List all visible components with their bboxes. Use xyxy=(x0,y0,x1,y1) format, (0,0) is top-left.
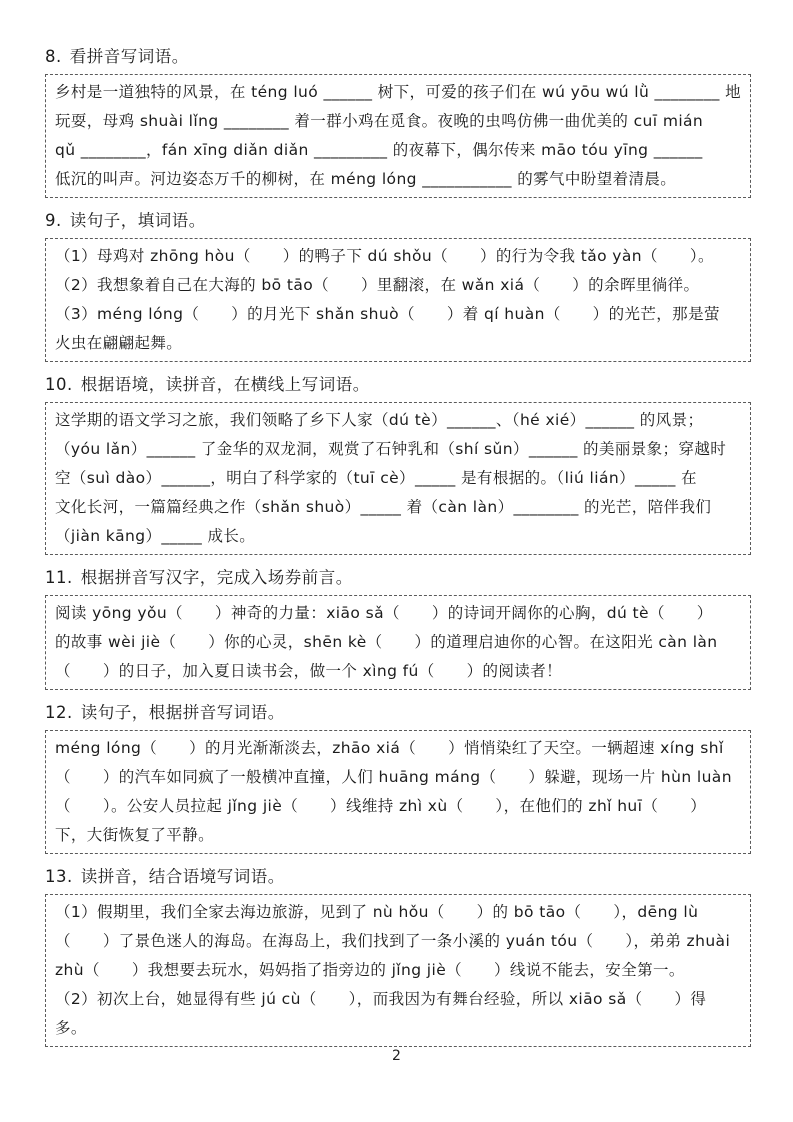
question-11-header xyxy=(45,567,751,589)
question-13-box xyxy=(45,894,751,1047)
question-11-number: 11. xyxy=(45,568,73,587)
question-12-line-2: （ ）的汽车如同疯了一般横冲直撞，人们 huāng máng（ ）躲避，现场一片 hùn luàn xyxy=(55,768,732,786)
question-13-line-4: （2）初次上台，她显得有些 jú cù（ ），而我因为有舞台经验，所以 xiāo sǎ（ ）得 xyxy=(55,990,707,1008)
question-11-line-3: （ ）的日子，加入夏日读书会，做一个 xìng fú（ ）的阅读者！ xyxy=(55,662,563,680)
question-8-header xyxy=(45,46,751,68)
page-number: 2 xyxy=(392,1048,401,1064)
question-10-number: 10. xyxy=(45,375,73,394)
question-11-line-1: 阅读 yōng yǒu（ ）神奇的力量：xiāo sǎ（ ）的诗词开阔你的心胸，dú tè（ ） xyxy=(55,604,713,622)
question-12-header xyxy=(45,702,751,724)
question-10-header xyxy=(45,374,751,396)
question-12-line-1: méng lóng（ ）的月光渐渐淡去，zhāo xiá（ ）悄悄染红了天空。一辆超速 xíng shǐ xyxy=(55,739,724,757)
question-11 xyxy=(45,567,751,690)
question-13-header xyxy=(45,866,751,888)
question-11-line-2: 的故事 wèi jiè（ ）你的心灵，shēn kè（ ）的道理启迪你的心智。在这阳光 càn làn xyxy=(55,633,718,651)
question-8-number: 8. xyxy=(45,47,62,66)
question-11-title: 根据拼音写汉字，完成入场券前言。 xyxy=(80,568,353,587)
question-8-line-1: 乡村是一道独特的风景，在 téng luó ______ 树下，可爱的孩子们在 wú yōu wú lǜ ________ 地 xyxy=(55,83,741,101)
question-9 xyxy=(45,210,751,362)
question-8 xyxy=(45,46,751,198)
question-10-line-3: 空（suì dào）______，明白了科学家的（tuī cè）_____ 是有根据的。（liú lián）_____ 在 xyxy=(55,469,697,487)
question-13-line-3: zhù（ ）我想要去玩水，妈妈指了指旁边的 jǐng jiè（ ）线说不能去，安全第一。 xyxy=(55,961,685,979)
question-9-line-3: （3）méng lóng（ ）的月光下 shǎn shuò（ ）着 qí huàn（ ）的光芒，那是萤 xyxy=(55,305,720,323)
question-9-number: 9. xyxy=(45,211,62,230)
question-10-line-4: 文化长河，一篇篇经典之作（shǎn shuò）_____ 着（càn làn）________ 的光芒，陪伴我们 xyxy=(55,498,712,516)
question-13-number: 13. xyxy=(45,867,73,886)
question-11-box xyxy=(45,595,751,690)
question-9-line-1: （1）母鸡对 zhōng hòu（ ）的鸭子下 dú shǒu（ ）的行为令我 tǎo yàn（ ）。 xyxy=(55,247,714,265)
question-9-title: 读句子，填词语。 xyxy=(69,211,206,230)
question-12-title: 读句子，根据拼音写词语。 xyxy=(80,703,285,722)
question-12-box xyxy=(45,730,751,854)
question-8-box xyxy=(45,74,751,198)
question-9-line-4: 火虫在翩翩起舞。 xyxy=(55,334,183,352)
question-8-line-3: qǔ ________，fán xīng diǎn diǎn _________ 的夜幕下，偶尔传来 māo tóu yīng ______ xyxy=(55,141,703,159)
question-12-line-3: （ ）。公安人员拉起 jǐng jiè（ ）线维持 zhì xù（ ），在他们的 zhǐ huī（ ） xyxy=(55,797,707,815)
question-10-line-2: （yóu lǎn）______ 了金华的双龙洞，观赏了石钟乳和（shí sǔn）______ 的美丽景象；穿越时 xyxy=(55,440,727,458)
question-12-number: 12. xyxy=(45,703,73,722)
question-13-line-1: （1）假期里，我们全家去海边旅游，见到了 nù hǒu（ ）的 bō tāo（ ），dēng lù xyxy=(55,903,699,921)
question-10-line-1: 这学期的语文学习之旅，我们领略了乡下人家（dú tè）______、（hé xié）______ 的风景； xyxy=(55,411,704,429)
question-13-title: 读拼音，结合语境写词语。 xyxy=(80,867,285,886)
question-13 xyxy=(45,866,751,1047)
question-10-line-5: （jiàn kāng）_____ 成长。 xyxy=(55,527,256,545)
question-8-line-2: 玩耍，母鸡 shuài lǐng ________ 着一群小鸡在觅食。夜晚的虫鸣仿佛一曲优美的 cuī mián xyxy=(55,112,704,130)
question-12-line-4: 下，大街恢复了平静。 xyxy=(55,826,215,844)
question-9-header xyxy=(45,210,751,232)
question-9-box xyxy=(45,238,751,362)
question-9-line-2: （2）我想象着自己在大海的 bō tāo（ ）里翻滚，在 wǎn xiá（ ）的余晖里徜徉。 xyxy=(55,276,700,294)
question-8-line-4: 低沉的叫声。河边姿态万千的柳树，在 méng lóng ___________ 的雾气中盼望着清晨。 xyxy=(55,170,677,188)
question-10-box xyxy=(45,402,751,555)
question-12 xyxy=(45,702,751,854)
question-13-line-5: 多。 xyxy=(55,1019,87,1037)
question-8-title: 看拼音写词语。 xyxy=(69,47,189,66)
question-13-line-2: （ ）了景色迷人的海岛。在海岛上，我们找到了一条小溪的 yuán tóu（ ），弟弟 zhuài xyxy=(55,932,731,950)
question-10-title: 根据语境，读拼音，在横线上写词语。 xyxy=(80,375,370,394)
question-10 xyxy=(45,374,751,555)
